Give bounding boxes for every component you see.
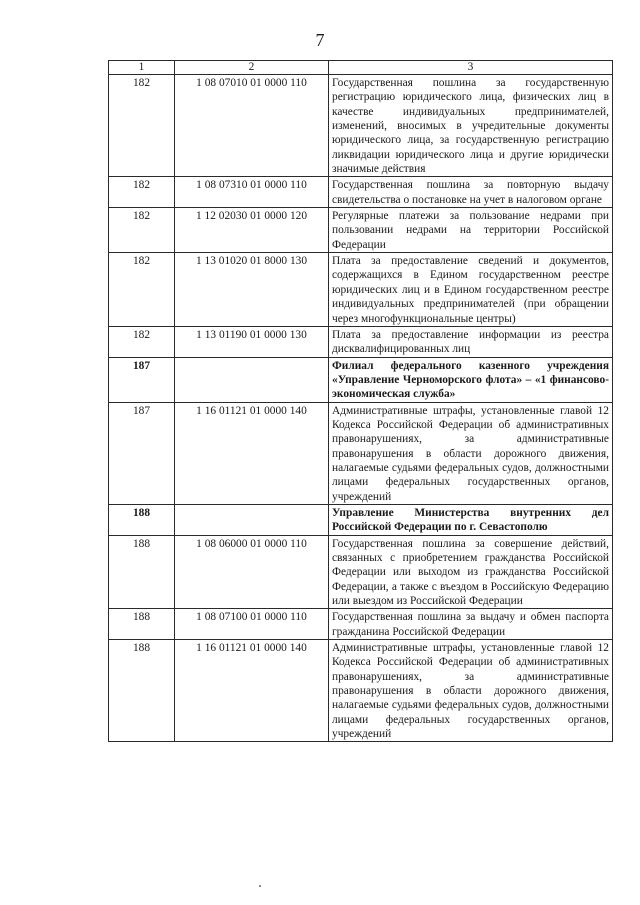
revenue-code-cell: 1 08 06000 01 0000 110	[175, 535, 329, 609]
revenue-name-cell: Государственная пошлина за выдачу и обмен паспорта гражданина Российской Федерации	[329, 609, 613, 640]
table-header-row	[109, 61, 613, 75]
revenue-code-cell: 1 08 07310 01 0000 110	[175, 177, 329, 208]
revenue-code-cell: 1 08 07100 01 0000 110	[175, 609, 329, 640]
revenue-name-cell: Административные штрафы, установленные главой 12 Кодекса Российской Федерации об административных правонарушениях, за административные правонарушения в области дорожного движения, налагаемые судьями федеральных судов, должностными лицами федеральных государственных органов, учреждений	[329, 640, 613, 742]
revenue-name-cell: Государственная пошлина за совершение действий, связанных с приобретением гражданства Российской Федерации или выходом из гражданства Российской Федерации, а также с въездом в Российскую Федерацию или выездом из Российской Федерации	[329, 535, 613, 609]
revenue-name-cell: Плата за предоставление информации из реестра дисквалифицированных лиц	[329, 326, 613, 357]
revenue-code-cell: 1 16 01121 01 0000 140	[175, 402, 329, 504]
column-header-name: 3	[329, 61, 613, 75]
revenue-code-cell: 1 13 01020 01 8000 130	[175, 253, 329, 327]
admin-code-cell: 188	[109, 609, 175, 640]
scan-mark	[259, 885, 261, 887]
admin-code-cell: 182	[109, 177, 175, 208]
table-row-organization	[109, 504, 613, 535]
table-row	[109, 75, 613, 177]
revenue-code-cell	[175, 357, 329, 402]
revenue-name-cell: Административные штрафы, установленные главой 12 Кодекса Российской Федерации об административных правонарушениях, за административные правонарушения в области дорожного движения, налагаемые судьями федеральных судов, должностными лицами федеральных государственных органов, учреждений	[329, 402, 613, 504]
column-header-admin: 1	[109, 61, 175, 75]
admin-code-cell: 188	[109, 535, 175, 609]
revenue-code-cell: 1 16 01121 01 0000 140	[175, 640, 329, 742]
revenue-code-cell: 1 08 07010 01 0000 110	[175, 75, 329, 177]
revenue-code-cell: 1 13 01190 01 0000 130	[175, 326, 329, 357]
revenue-name-cell: Филиал федерального казенного учреждения «Управление Черноморского флота» – «1 финансово-экономическая служба»	[329, 357, 613, 402]
table-row	[109, 640, 613, 742]
revenue-name-cell: Государственная пошлина за государственную регистрацию юридического лица, физических лиц в качестве индивидуальных предпринимателей, изменений, вносимых в учредительные документы юридического лица, за государственную регистрацию ликвидации юридического лица и другие юридически значимые действия	[329, 75, 613, 177]
revenue-name-cell: Государственная пошлина за повторную выдачу свидетельства о постановке на учет в налоговом органе	[329, 177, 613, 208]
table-row	[109, 208, 613, 253]
revenue-name-cell: Плата за предоставление сведений и документов, содержащихся в Едином государственном реестре юридических лиц и в Едином государственном реестре индивидуальных предпринимателей (при обращении через многофункциональные центры)	[329, 253, 613, 327]
table-row	[109, 535, 613, 609]
admin-code-cell: 188	[109, 504, 175, 535]
table-body	[109, 61, 613, 742]
column-header-code: 2	[175, 61, 329, 75]
admin-code-cell: 188	[109, 640, 175, 742]
revenue-name-cell: Управление Министерства внутренних дел Российской Федерации по г. Севастополю	[329, 504, 613, 535]
table-row	[109, 609, 613, 640]
revenue-name-cell: Регулярные платежи за пользование недрами при пользовании недрами на территории Российской Федерации	[329, 208, 613, 253]
revenue-code-cell: 1 12 02030 01 0000 120	[175, 208, 329, 253]
admin-code-cell: 182	[109, 253, 175, 327]
admin-code-cell: 182	[109, 326, 175, 357]
revenue-code-cell	[175, 504, 329, 535]
table-row-organization	[109, 357, 613, 402]
table-row	[109, 402, 613, 504]
table-row	[109, 326, 613, 357]
revenue-codes-table	[108, 60, 613, 742]
admin-code-cell: 187	[109, 357, 175, 402]
page-number: 7	[315, 30, 325, 50]
table-row	[109, 253, 613, 327]
admin-code-cell: 187	[109, 402, 175, 504]
admin-code-cell: 182	[109, 75, 175, 177]
table-row	[109, 177, 613, 208]
admin-code-cell: 182	[109, 208, 175, 253]
